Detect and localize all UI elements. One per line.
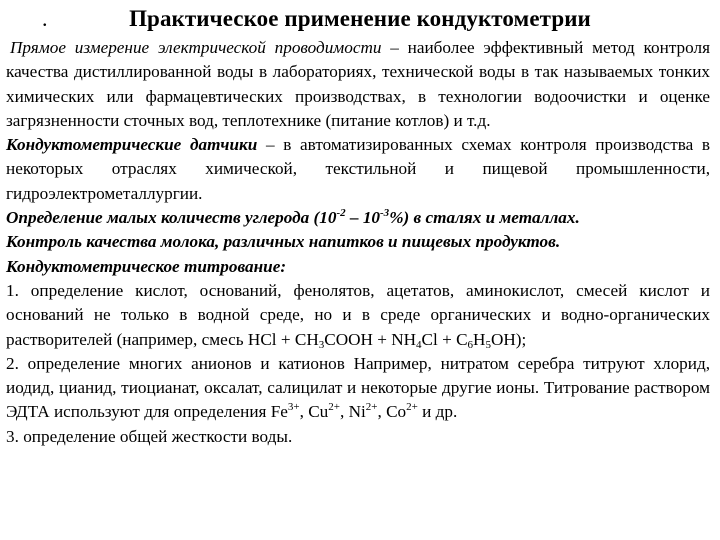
item2-sup-2: 2+ — [328, 401, 340, 414]
item1-text-4: H — [473, 329, 486, 349]
direct-measurement-lead: Прямое измерение электрической проводимости — [10, 38, 382, 57]
item2-sup-4: 2+ — [406, 401, 418, 414]
carbon-sup-1: -2 — [336, 207, 346, 220]
sensors-text: – в автоматизированных схемах контроля производства в некоторых отраслях химической, текстильной и пищевой промышленности, гидроэлектрометаллургии. — [6, 135, 710, 203]
carbon-text-b: – 10 — [345, 208, 381, 228]
item1-sub-1: 3 — [318, 338, 325, 351]
item1-text-2: COOH + NH — [324, 329, 417, 349]
item2-sep-2: , Ni — [340, 402, 366, 422]
slide-body — [6, 36, 710, 449]
list-item-3: 3. определение общей жесткости воды. — [6, 426, 293, 446]
item1-sub-3: 6 — [467, 338, 474, 351]
direct-measurement-text: – наиболее эффективный метод контроля качества дистиллированной воды в лабораториях, технической воды в так называемых тонких химических или фармацевтических производствах, в технологии водоочистки и оценке загрязненности сточных вод, теплотехнике (питание котлов) и т.д. — [6, 38, 710, 130]
carbon-text-c: %) в сталях и металлах. — [389, 208, 580, 228]
item2-tail: и др. — [417, 402, 458, 422]
item1-sub-4: 5 — [485, 338, 491, 351]
paragraph-sensors — [6, 133, 710, 206]
item2-sep-3: , Co — [377, 402, 407, 422]
item1-text-3: Cl + C — [421, 329, 468, 349]
item1-text-5: OH); — [490, 329, 527, 349]
paragraph-titration-heading: Кондуктометрическое титрование: — [6, 256, 287, 276]
item2-sep-1: , Cu — [299, 402, 329, 422]
item2-sup-3: 2+ — [365, 401, 378, 414]
paragraph-direct-measurement — [6, 36, 710, 133]
list-item-1 — [6, 279, 710, 352]
slide-title: Практическое применение кондуктометрии — [129, 6, 591, 31]
carbon-sup-2: -3 — [380, 207, 390, 220]
sensors-lead: Кондуктометрические датчики — [6, 135, 258, 155]
paragraph-milk-control: Контроль качества молока, различных напитков и пищевых продуктов. — [6, 232, 561, 252]
item2-sup-1: 3+ — [287, 401, 300, 414]
carbon-text-a: Определение малых количеств углерода (10 — [6, 208, 337, 228]
item1-sub-2: 4 — [416, 338, 422, 351]
list-item-2 — [6, 352, 710, 425]
bullet-dot: . — [42, 6, 48, 31]
paragraph-carbon — [6, 206, 710, 230]
item1-text: 1. определение кислот, оснований, фенолятов, ацетатов, аминокислот, смесей кислот и оснований не только в водной среде, но и в среде органических и водно-органических растворителей (например, смесь HCl + CH — [6, 280, 710, 349]
item2-text: 2. определение многих анионов и катионов Например, нитратом серебра титруют хлорид, иодид, цианид, тиоцианат, оксалат, салицилат и некоторые другие ионы. Титрование раствором ЭДТА используют для определения Fe — [6, 353, 710, 422]
